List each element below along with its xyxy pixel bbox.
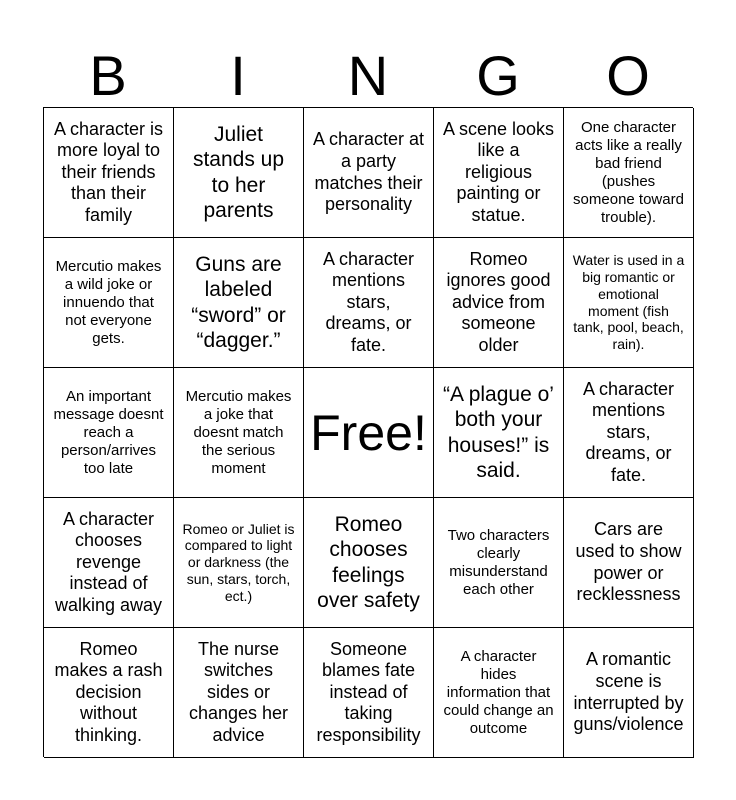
bingo-cell[interactable]: Two characters clearly misunderstand each other [434, 498, 564, 628]
bingo-header [43, 44, 693, 108]
bingo-cell[interactable]: Guns are labeled “sword” or “dagger.” [174, 238, 304, 368]
bingo-cell[interactable]: Someone blames fate instead of taking responsibility [304, 628, 434, 758]
header-letter-b: B [89, 44, 127, 107]
bingo-cell[interactable]: A character mentions stars, dreams, or fate. [304, 238, 434, 368]
bingo-cell[interactable]: One character acts like a really bad friend (pushes someone toward trouble). [564, 108, 694, 238]
header-letter-g: G [476, 44, 520, 107]
bingo-cell[interactable]: “A plague o’ both your houses!” is said. [434, 368, 564, 498]
bingo-cell[interactable]: The nurse switches sides or changes her advice [174, 628, 304, 758]
bingo-cell[interactable]: A scene looks like a religious painting or statue. [434, 108, 564, 238]
bingo-cell[interactable]: Water is used in a big romantic or emotional moment (fish tank, pool, beach, rain). [564, 238, 694, 368]
bingo-cell[interactable]: Mercutio makes a wild joke or innuendo that not everyone gets. [44, 238, 174, 368]
bingo-cell[interactable]: A character mentions stars, dreams, or fate. [564, 368, 694, 498]
header-letter-n: N [347, 44, 389, 107]
bingo-cell[interactable]: A character hides information that could change an outcome [434, 628, 564, 758]
bingo-cell[interactable]: Romeo or Juliet is compared to light or darkness (the sun, stars, torch, ect.) [174, 498, 304, 628]
bingo-cell[interactable]: An important message doesnt reach a person/arrives too late [44, 368, 174, 498]
bingo-grid [43, 107, 693, 757]
bingo-cell[interactable]: A character at a party matches their personality [304, 108, 434, 238]
bingo-cell[interactable]: A character is more loyal to their friends than their family [44, 108, 174, 238]
free-space[interactable]: Free! [304, 368, 434, 498]
header-letter-i: I [230, 44, 246, 107]
bingo-cell[interactable]: Romeo makes a rash decision without thinking. [44, 628, 174, 758]
bingo-cell[interactable]: Juliet stands up to her parents [174, 108, 304, 238]
header-letter-o: O [606, 44, 650, 107]
bingo-cell[interactable]: Cars are used to show power or recklessness [564, 498, 694, 628]
bingo-cell[interactable]: A romantic scene is interrupted by guns/violence [564, 628, 694, 758]
bingo-cell[interactable]: Mercutio makes a joke that doesnt match the serious moment [174, 368, 304, 498]
bingo-cell[interactable]: A character chooses revenge instead of walking away [44, 498, 174, 628]
bingo-cell[interactable]: Romeo ignores good advice from someone older [434, 238, 564, 368]
bingo-cell[interactable]: Romeo chooses feelings over safety [304, 498, 434, 628]
